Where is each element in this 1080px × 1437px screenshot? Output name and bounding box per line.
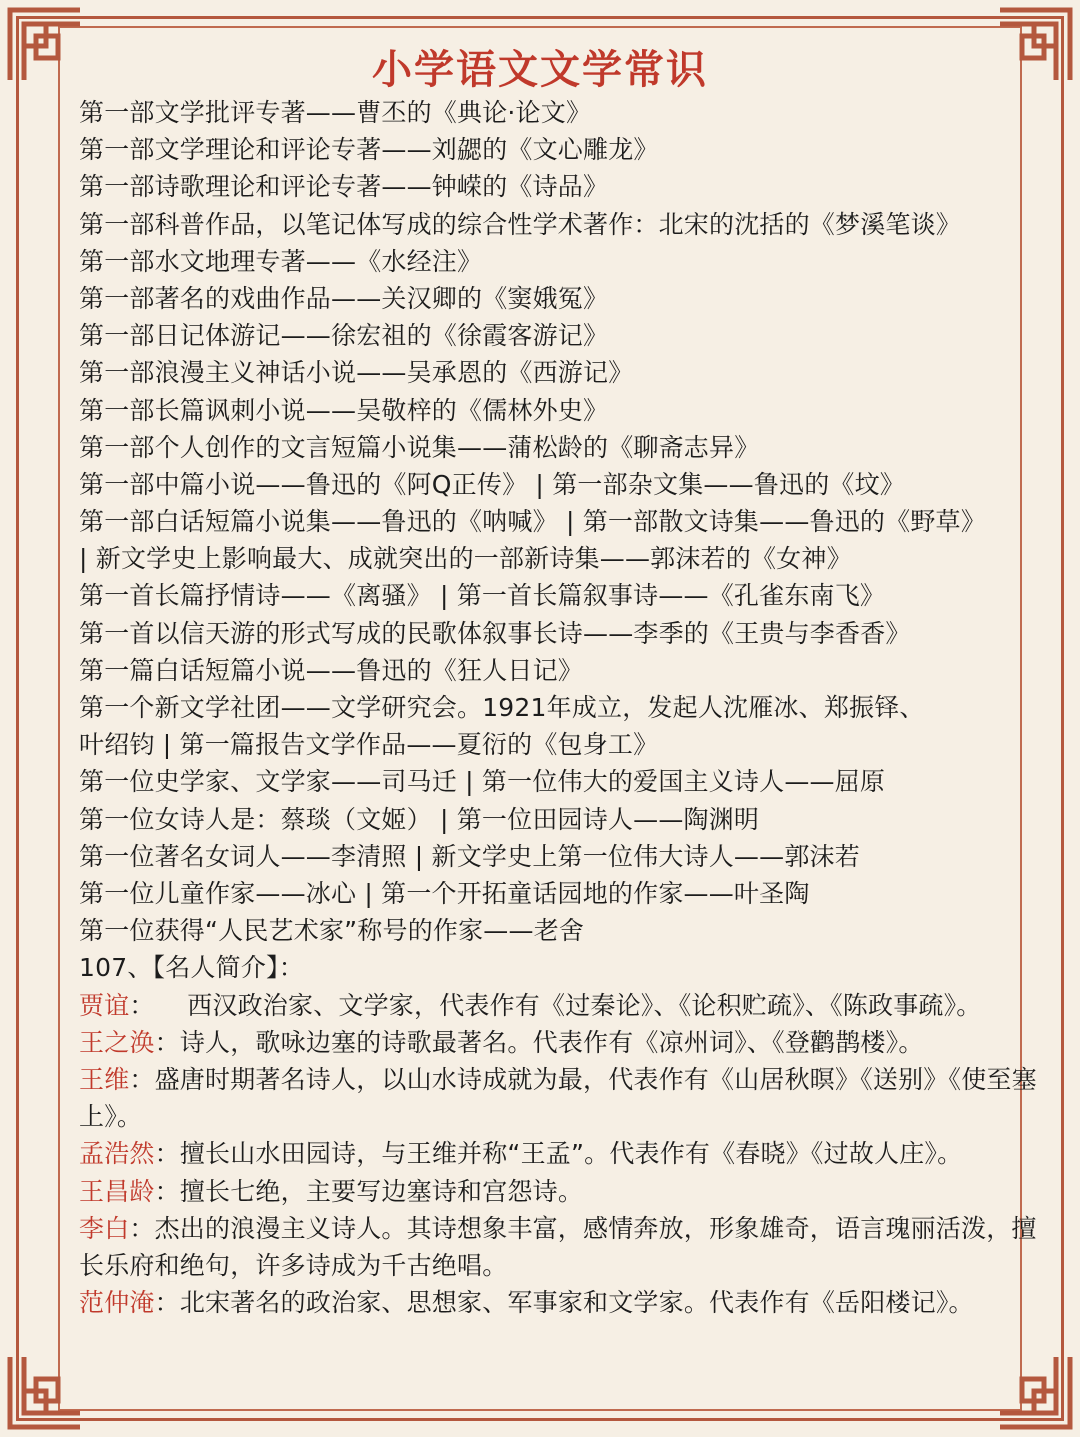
figure-entry-wang-wei <box>79 1061 1039 1135</box>
figure-separator: ： <box>154 1027 180 1057</box>
figure-name: 范仲淹 <box>79 1288 155 1318</box>
text-line: 第一部著名的戏曲作品——关汉卿的《窦娥冤》 <box>79 283 609 313</box>
figure-separator: ： <box>129 1064 155 1094</box>
text-line: 第一首以信天游的形式写成的民歌体叙事长诗——李季的《王贵与李香香》 <box>79 618 911 648</box>
text-line: 第一部文学批评专著——曹丕的《典论·论文》 <box>79 98 592 127</box>
figure-entry-jia-yi <box>79 987 1039 1024</box>
figure-desc: 诗人，歌咏边塞的诗歌最著名。代表作有《凉州词》、《登鹳鹊楼》。 <box>179 1027 924 1057</box>
figure-name: 王昌龄 <box>79 1176 155 1206</box>
text-line: 第一部白话短篇小说集——鲁迅的《呐喊》 | 第一部散文诗集——鲁迅的《野草》 <box>79 507 986 537</box>
page-title: 小学语文文学常识 <box>372 46 708 93</box>
text-line: 第一位女诗人是：蔡琰（文姬） | 第一位田园诗人——陶渊明 <box>79 804 760 834</box>
figure-name: 孟浩然 <box>79 1139 155 1169</box>
figure-desc: 西汉政治家、文学家，代表作有《过秦论》、《论积贮疏》、《陈政事疏》。 <box>154 990 982 1020</box>
figure-entry-fan-zhongyan <box>79 1284 1039 1321</box>
figure-entry-meng-haoran <box>79 1135 1039 1172</box>
figure-separator: ： <box>129 1213 155 1243</box>
text-line: 第一位获得“人民艺术家”称号的作家——老舍 <box>79 916 585 946</box>
text-line: 叶绍钧 | 第一篇报告文学作品——夏衍的《包身工》 <box>79 730 659 760</box>
text-line: 第一部个人创作的文言短篇小说集——蒲松龄的《聊斋志异》 <box>79 432 760 462</box>
figure-separator: ： <box>154 1176 180 1206</box>
corner-ornament-bottom-left <box>6 1353 84 1431</box>
figure-name: 王之涣 <box>79 1027 155 1057</box>
figure-entry-wang-changling <box>79 1173 1039 1210</box>
figure-desc: 擅长山水田园诗，与王维并称“王孟”。代表作有《春晓》《过故人庄》。 <box>179 1139 963 1169</box>
figure-entry-wang-zhihuan <box>79 1024 1039 1061</box>
text-line: 第一部科普作品，以笔记体写成的综合性学术著作：北宋的沈括的《梦溪笔谈》 <box>79 209 962 239</box>
figure-desc: 杰出的浪漫主义诗人。其诗想象丰富，感情奔放，形象雄奇，语言瑰丽活泼，擅长乐府和绝句，许多诗成为千古绝唱。 <box>79 1213 1037 1280</box>
text-line: 第一部长篇讽刺小说——吴敬梓的《儒林外史》 <box>79 395 609 425</box>
text-line: 第一位儿童作家——冰心 | 第一个开拓童话园地的作家——叶圣陶 <box>79 878 810 908</box>
text-line: 第一篇白话短篇小说——鲁迅的《狂人日记》 <box>79 655 584 685</box>
text-line: 第一部诗歌理论和评论专著——钟嵘的《诗品》 <box>79 172 609 202</box>
text-line: 第一部水文地理专著——《水经注》 <box>79 246 483 276</box>
text-line: 第一位史学家、文学家——司马迁 | 第一位伟大的爱国主义诗人——屈原 <box>79 767 886 797</box>
text-line: 第一个新文学社团——文学研究会。1921年成立，发起人沈雁冰、郑振铎、 <box>79 693 925 722</box>
text-line: 第一部浪漫主义神话小说——吴承恩的《西游记》 <box>79 358 634 388</box>
text-line: | 新文学史上影响最大、成就突出的一部新诗集——郭沫若的《女神》 <box>79 544 852 574</box>
figure-entry-li-bai <box>79 1210 1039 1284</box>
text-line: 第一位著名女词人——李清照 | 新文学史上第一位伟大诗人——郭沫若 <box>79 841 860 871</box>
figure-name: 贾谊 <box>79 990 130 1020</box>
text-line: 第一首长篇抒情诗——《离骚》 | 第一首长篇叙事诗——《孔雀东南飞》 <box>79 581 886 611</box>
figure-separator: ： <box>154 1139 180 1169</box>
figure-name: 李白 <box>79 1213 130 1243</box>
figure-separator: ： <box>154 1288 180 1318</box>
text-line: 第一部文学理论和评论专著——刘勰的《文心雕龙》 <box>79 135 659 165</box>
document-body <box>79 94 1039 1321</box>
section-heading: 107、【名人简介】： <box>79 953 304 983</box>
figure-desc: 擅长七绝，主要写边塞诗和宫怨诗。 <box>179 1176 584 1206</box>
figure-name: 王维 <box>79 1064 130 1094</box>
text-line: 第一部中篇小说——鲁迅的《阿Q正传》 | 第一部杂文集——鲁迅的《坟》 <box>79 469 905 499</box>
figure-separator: ： <box>129 990 155 1020</box>
text-line: 第一部日记体游记——徐宏祖的《徐霞客游记》 <box>79 321 609 351</box>
figure-desc: 北宋著名的政治家、思想家、军事家和文学家。代表作有《岳阳楼记》。 <box>179 1288 974 1318</box>
figure-desc: 盛唐时期著名诗人，以山水诗成就为最，代表作有《山居秋暝》《送别》《使至塞上》。 <box>79 1064 1037 1132</box>
corner-ornament-bottom-right <box>996 1353 1074 1431</box>
